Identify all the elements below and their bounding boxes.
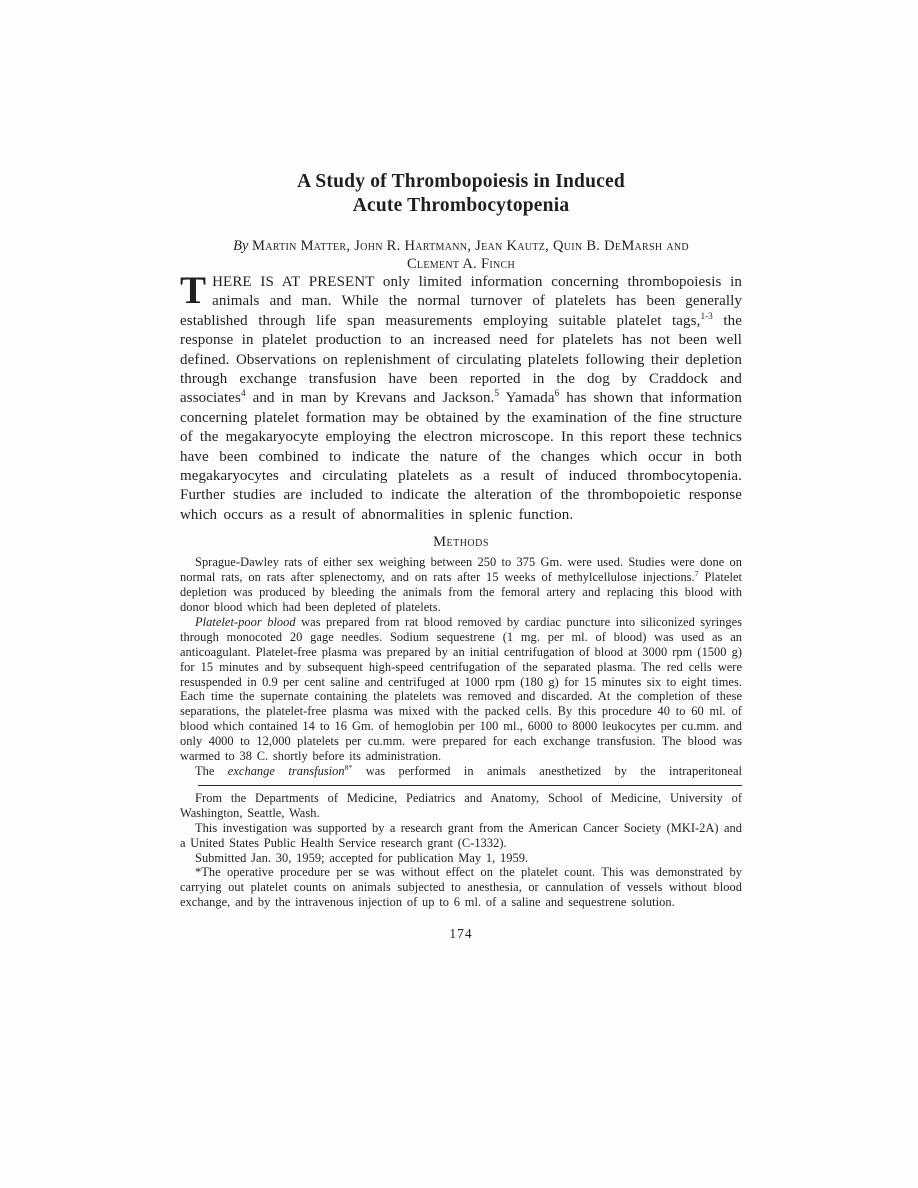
methods-text: was performed in animals anesthetized by the intraperitoneal [352,763,742,778]
text-column [180,0,742,942]
methods-paragraph-1 [180,555,742,615]
intro-paragraph [180,269,742,525]
article-title [180,170,742,218]
article-title-line2: Acute Thrombocytopenia [352,195,570,216]
footnote-affiliation: From the Departments of Medicine, Pediatrics and Anatomy, School of Medicine, University of Washington, Seattle, Wash. [180,790,742,820]
methods-lead-term: exchange transfusion [227,763,345,778]
authors-line1: Martin Matter, John R. Hartmann, Jean Kautz, Quin B. DeMarsh and [252,238,689,254]
byline-line2 [180,255,742,273]
citation-ref-4: 4 [240,389,246,400]
intro-text: and in man by Krevans and Jackson. [245,390,495,407]
methods-section [180,555,742,779]
intro-text: Yamada [499,390,555,407]
methods-paragraph-2 [180,615,742,764]
methods-lead-term: Platelet-poor blood [195,614,296,629]
methods-text: Platelet depletion was produced by bleeding the animals from the femoral artery and replacing this blood with donor blood which had been depleted of platelets. [180,570,743,614]
intro-text: has shown that information concerning platelet formation may be obtained by the examination of the fine structure of the megakaryocyte employing the electron microscope. In this report these technics have been combined to indicate the nature of the changes which occur in both megakaryocytes and circulating platelets as a result of induced thrombocytopenia. Further studies are included to indicate the alteration of the thrombopoietic response which occurs as a result of abnormalities in splenic function. [180,390,742,523]
authors-line2: Clement A. Finch [406,256,516,272]
footnote-funding: This investigation was supported by a research grant from the American Cancer Society (MKI-2A) and a United States Public Health Service research grant (C-1332). [180,820,742,850]
footnote-asterisk: *The operative procedure per se was without effect on the platelet count. This was demonstrated by carrying out platelet counts on animals subjected to anesthesia, or cannulation of vessels without blood exchange, and by the intravenous injection of up to 6 ml. of a saline and sequestrene solution. [180,865,742,910]
citation-ref-8: 8* [344,762,353,772]
byline [180,237,742,273]
page-number: 174 [449,926,473,942]
citation-ref-6: 6 [554,389,560,400]
citation-ref-7: 7 [694,569,699,579]
methods-heading: Methods [433,534,489,551]
methods-text: Sprague-Dawley rats of either sex weighing between 250 to 375 Gm. were used. Studies were done on normal rats, on rats after splenectomy, and on rats after 15 weeks of methylcellulose injections. [180,555,742,585]
citation-ref-1-3: 1-3 [700,311,713,322]
methods-text: The [195,763,228,778]
citation-ref-5: 5 [494,389,500,400]
intro-text: HERE IS AT PRESENT only limited information concerning thrombopoiesis in animals and man. While the normal turnover of platelets has been generally established through life span measurements employing suitable platelet tags, [180,274,742,329]
footnotes-section [180,791,742,910]
article-title-line1: A Study of Thrombopoiesis in Induced [297,171,625,192]
byline-prefix: By [233,238,253,254]
methods-paragraph-3 [180,764,742,779]
dropcap-letter: T [180,269,207,312]
footnote-submission: Submitted Jan. 30, 1959; accepted for publication May 1, 1959. [195,850,529,865]
intro-text: the response in platelet production to an increased need for platelets has not been well defined. Observations on replenishment of circulating platelets following their depletion through exchange transfusion have been reported in the dog by Craddock and associates [180,312,742,407]
methods-text: was prepared from rat blood removed by cardiac puncture into siliconized syringes through monocoted 20 gage needles. Sodium sequestrene (1 mg. per ml. of blood) was used as an anticoagulant. Platelet-free plasma was prepared by an initial centrifugation of blood at 3000 rpm (1500 g) for 15 minutes and by subsequent high-speed centrifugation of the separated plasma. The red cells were resuspended in 0.9 per cent saline and centrifuged at 1000 rpm (180 g) for 15 minutes six to eight times. Each time the supernate containing the platelets was removed and discarded. At the completion of these separations, the platelet-free plasma was mixed with the packed cells. By this procedure 40 to 60 ml. of blood which contained 14 to 16 Gm. of hemoglobin per 100 ml., 6000 to 8000 leukocytes per cu.mm. and only 4000 to 12,000 platelets per cu.mm. were prepared for each exchange transfusion. The blood was warmed to 38 C. shortly before its administration. [180,614,742,764]
byline-line1 [180,237,742,255]
footnote-divider [198,785,742,786]
